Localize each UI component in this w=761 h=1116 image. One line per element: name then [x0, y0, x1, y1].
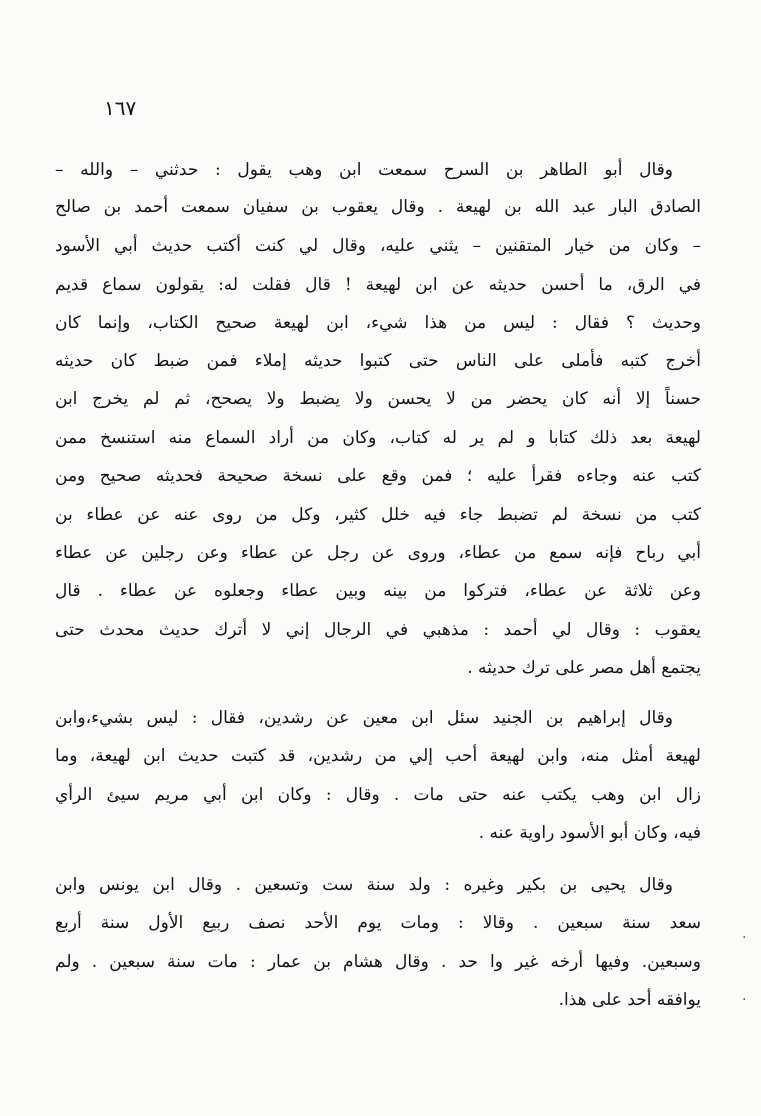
text-line: كتب عنه وجاءه فقرأ عليه ؛ فمن وقع على نسخة صحيحة فحديثه صحيح ومن — [55, 466, 701, 486]
text-line: لهيعة أمثل منه، وابن لهيعة أحب إلي من رشدين، قد كتبت حديث ابن لهيعة، وما — [55, 746, 701, 766]
text-line: في الرق، ما أحسن حديثه عن ابن لهيعة ! قال فقلت له: يقولون سماع قديم — [55, 275, 701, 295]
text-line: وعن ثلاثة عن عطاء، فتركوا من بينه وبين عطاء وجعلوه عن عطاء . قال — [55, 581, 701, 601]
scan-speck: · — [742, 930, 747, 946]
page-number: ١٦٧ — [104, 96, 137, 120]
text-line: الصادق البار عبد الله بن لهيعة . وقال يعقوب بن سفيان سمعت أحمد بن صالح — [55, 197, 701, 217]
text-line: سعد سنة سبعين . وقالا : ومات يوم الأحد نصف ربيع الأول سنة أربع — [55, 913, 701, 933]
text-line: وقال أبو الطاهر بن السرح سمعت ابن وهب يقول : حدثني – والله – — [55, 160, 673, 180]
text-line: يعقوب : وقال لي أحمد : مذهبي في الرجال إني لا أترك حديث محدث حتى — [55, 620, 701, 640]
text-line: أبي رباح فإنه سمع من عطاء، وروى عن رجل عن عطاء وعن رجلين عن عطاء — [55, 543, 701, 563]
text-line: وقال يحيى بن بكير وغيره : ولد سنة ست وتسعين . وقال ابن يونس وابن — [55, 875, 673, 895]
text-line: زال ابن وهب يكتب عنه حتى مات . وقال : وكان ابن أبي مريم سيئ الرأي — [55, 785, 701, 805]
text-line: لهيعة بعد ذلك كتابا و لم ير له كتاب، وكان من أراد السماع منه استنسخ ممن — [55, 428, 701, 448]
text-line: وحديث ؟ فقال : ليس من هذا شيء، ابن لهيعة صحيح الكتاب، وإنما كان — [55, 313, 701, 333]
text-line: وقال إبراهيم بن الجنيد سئل ابن معين عن رشدين، فقال : ليس بشيء،وابن — [55, 708, 673, 728]
text-line: – وكان من خيار المتقنين – يثني عليه، وقال لي كنت أكتب حديث أبي الأسود — [55, 236, 701, 256]
text-line: يجتمع أهل مصر على ترك حديثه . — [467, 658, 701, 678]
text-line: حسناً إلا أنه كان يحضر من لا يحسن ولا يضبط ولا يصحح، ثم لم يخرج ابن — [55, 389, 701, 409]
text-line: وسبعين. وفيها أرخه غير وا حد . وقال هشام بن عمار : مات سنة سبعين . ولم — [55, 952, 701, 972]
text-line: يوافقه أحد على هذا. — [558, 990, 701, 1010]
text-line: فيه، وكان أبو الأسود راوية عنه . — [478, 823, 701, 843]
text-line: أخرج كتبه فأملى على الناس حتى كتبوا حديثه إملاء فمن ضبط كان حديثه — [55, 351, 701, 371]
scan-speck: · — [742, 992, 747, 1008]
text-line: كتب من نسخة لم تضبط جاء فيه خلل كثير، وكل من روى عنه عن عطاء بن — [55, 505, 701, 525]
